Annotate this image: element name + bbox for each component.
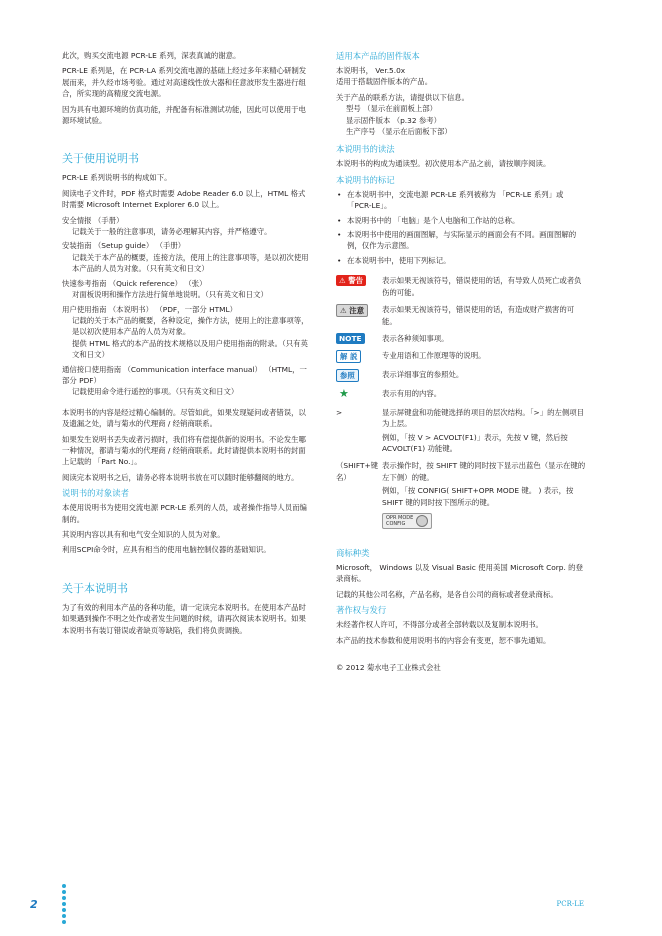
reading-paragraph: 本说明书的构成为通读型。初次使用本产品之前，请按顺序阅读。	[336, 159, 551, 169]
key-button	[416, 515, 428, 527]
note-icon: NOTE	[336, 333, 365, 344]
doc-item-title: 快速参考指南 （Quick reference） （张）	[62, 278, 207, 288]
page-number: 2	[30, 898, 38, 911]
doc-item-title: 通信接口使用指南 （Communication interface manual） （HTML，一部分 PDF）	[62, 364, 307, 385]
reference-icon: 参照	[336, 369, 359, 382]
doc-item-desc: 对面板说明和操作方法进行简单地说明。（只有英文和日文）	[72, 290, 268, 300]
symbol-text: 表示有用的内容。	[382, 389, 442, 399]
doc-item-desc: 记载使用命令进行遥控的事项。（只有英文和日文）	[72, 387, 239, 397]
trademark-paragraph: Microsoft， Windows 以及 Visual Basic 使用美国 Microsoft Corp. 的登录商标。	[336, 562, 583, 584]
contact-item: 显示固件版本 （p.32 参考）	[346, 115, 442, 125]
doc-item-title: 安全情报 （手册）	[62, 215, 124, 225]
manual-composition: PCR-LE 系列说明书的构成如下。	[62, 173, 172, 183]
symbol-row	[336, 432, 588, 455]
contact-item: 型号 （显示在前面板上部）	[346, 104, 438, 114]
audience-heading: 说明书的对象读者	[62, 488, 129, 499]
doc-item	[62, 304, 310, 361]
content-paragraph: 本说明书的内容是经过精心编制的。尽管如此，如果发现疑问或者错误，以及遗漏之处，请与菊水的代理商 / 经销商联系。	[62, 407, 306, 429]
firmware-version: 本说明书， Ver.5.0x	[336, 66, 406, 75]
doc-item	[62, 278, 310, 301]
doc-item-desc: 记载关于一般的注意事项，请务必理解其内容，并严格遵守。	[72, 227, 272, 237]
copyright-line: © 2012 菊水电子工业株式会社	[336, 663, 441, 672]
about-paragraph: 为了有效的利用本产品的各种功能，请一定读完本说明书。在使用本产品时如果遇到操作不明之处作或者发生问题的时候，请再次阅读本说明书。如果本说明书有装订错误或者缺页等缺陷，我们将负责调换。	[62, 602, 306, 635]
intro-thanks: 此次，购买交流电源 PCR-LE 系列，深表真诚的谢意。	[62, 51, 241, 60]
symbol-example: 例如，「按 CONFIG( SHIFT+OPR MODE 键。 ) 表示，按 SHIFT 键的同时按下图所示的键。	[382, 486, 574, 507]
right-column	[336, 50, 588, 673]
doc-item	[62, 364, 310, 398]
doc-item	[62, 240, 310, 274]
left-column	[62, 50, 310, 640]
warning-icon: ⚠ 警告	[336, 275, 366, 286]
reading-heading: 本说明书的读法	[336, 144, 395, 155]
doc-item-title: 用户使用指南 （本说明书） （PDF，一部分 HTML）	[62, 304, 238, 314]
copyright-heading: 著作权与发行	[336, 605, 387, 616]
content-paragraph: 如果发生说明书丢失或者污损时，我们将有偿提供新的说明书。不论发生哪一种情况，都请与菊水的代理商 / 经销商联系。此时请提供本说明书的封面上记载的 「Part No.」。	[62, 434, 306, 467]
trademark-paragraph: 记载的其他公司名称，产品名称，是各自公司的商标或者登录商标。	[336, 589, 558, 599]
symbol-text: 表示详细事宜的参照处。	[382, 370, 464, 380]
symbol-text: 表示如果无视该符号，错误使用的话，有导致人员死亡或者负伤的可能。	[382, 276, 582, 297]
symbol-row	[336, 460, 588, 483]
symbol-row	[336, 369, 588, 382]
symbol-row	[336, 407, 588, 430]
symbol-row	[336, 333, 588, 344]
notation-bullet: • 本说明书中使用的画面图解，与实际显示的画面会有不同。画面图解的例，仅作为示意图。	[336, 229, 588, 252]
firmware-applies: 适用于搭载固件版本的产品。	[336, 77, 433, 87]
audience-paragraph: 其说明内容以具有和电气安全知识的人员为对象。	[62, 530, 225, 539]
intro-series: PCR-LE 系列是，在 PCR-LA 系列交流电源的基础上经过多年来精心研制发展而来，并久经市场考验。通过对高速线性放大器和任意波形发生器进行组合，所实现的高精度交流电源。	[62, 66, 307, 99]
notation-heading: 本说明书的标记	[336, 174, 395, 185]
symbol-text: 显示屏键盘和功能键选择的项目的层次结构。「>」的左侧项目为上层。	[382, 407, 585, 429]
key-label-bottom: CONFIG	[386, 520, 406, 527]
symbol-text: 表示操作时，按 SHIFT 键的同时按下显示出蓝色（显示在键的左下侧）的键。	[382, 461, 586, 482]
caution-icon: ⚠ 注意	[336, 304, 368, 317]
symbol-example: 例如，「按 V > ACVOLT(F1)」表示，先按 V 键，然后按 ACVOLT(F1) 功能键。	[382, 432, 568, 453]
symbol-row	[336, 485, 588, 508]
manual-heading: 关于使用说明书	[62, 152, 139, 166]
trademark-heading: 商标种类	[336, 547, 370, 558]
doc-item-desc: 提供 HTML 格式的本产品的技术规格以及用户使用指南的附录。（只有英文和日文）	[72, 338, 308, 360]
manual-pdf-note: 阅读电子文件时，PDF 格式时需要 Adobe Reader 6.0 以上，HTML 格式时需要 Microsoft Internet Explorer 6.0 以上。	[62, 188, 306, 210]
doc-item-desc: 记载的关于本产品的概要，各种设定，操作方法，使用上的注意事项等，是以初次使用本产品的人员为对象。	[72, 315, 309, 337]
doc-item	[62, 215, 310, 238]
opr-mode-key-icon	[382, 513, 432, 529]
explanation-icon: 解 説	[336, 350, 361, 363]
contact-item: 生产序号 （显示在后面板下部）	[346, 127, 452, 137]
notation-bullet: • 在本说明书中，交流电源 PCR-LE 系列被称为 「PCR-LE 系列」或 「PCR-LE」。	[336, 189, 588, 212]
doc-item-title: 安装指南 （Setup guide） （手册）	[62, 241, 186, 251]
contact-intro: 关于产品的联系方法，请提供以下信息。	[336, 92, 470, 102]
about-heading: 关于本说明书	[62, 581, 128, 595]
footer-model-name: PCR-LE	[556, 900, 584, 908]
copyright-paragraph: 本产品的技术参数和使用说明书的内容会有变更，恕不事先通知。	[336, 635, 551, 645]
symbol-text: 表示各种须知事项。	[382, 333, 449, 343]
firmware-heading: 适用本产品的固件版本	[336, 51, 420, 61]
notation-bullet: • 在本说明书中，使用下列标记。	[336, 255, 588, 266]
intro-simulation: 因为具有电源环境的仿真功能，并配备有标准测试功能，因此可以使用于电源环境试验。	[62, 104, 306, 126]
copyright-paragraph: 未经著作权人许可，不得部分或者全部转载以及复制本说明书。	[336, 620, 543, 630]
symbol-row	[336, 275, 588, 298]
notation-bullet: • 本说明书中的 「电脑」是个人电脑和工作站的总称。	[336, 215, 588, 226]
key-label-top: OPR MODE	[386, 514, 414, 521]
tip-star-icon: ★	[339, 387, 349, 401]
symbol-row	[336, 350, 588, 363]
shift-symbol: （SHIFT+键名）	[336, 461, 379, 482]
symbol-text: 表示如果无视该符号，错误使用的话，有造成财产损害的可能。	[382, 305, 575, 326]
page-dots-decoration	[62, 884, 68, 926]
arrow-symbol: >	[336, 407, 343, 417]
doc-item-desc: 记载关于本产品的概要，连接方法，使用上的注意事项等，是以初次使用本产品的人员为对象。（只有英文和日文）	[72, 252, 309, 274]
symbol-row	[336, 304, 588, 327]
symbol-text: 专业用语和工作原理等的说明。	[382, 351, 486, 361]
symbol-row	[336, 388, 588, 400]
audience-paragraph: 本使用说明书为使用交流电源 PCR-LE 系列的人员，或者操作指导人员而编制的。	[62, 503, 307, 524]
content-paragraph: 阅读完本说明书之后，请务必将本说明书放在可以随时能够翻阅的地方。	[62, 472, 299, 482]
audience-paragraph: 利用SCPI命令时，应具有相当的使用电脑控制仪器的基础知识。	[62, 545, 271, 555]
